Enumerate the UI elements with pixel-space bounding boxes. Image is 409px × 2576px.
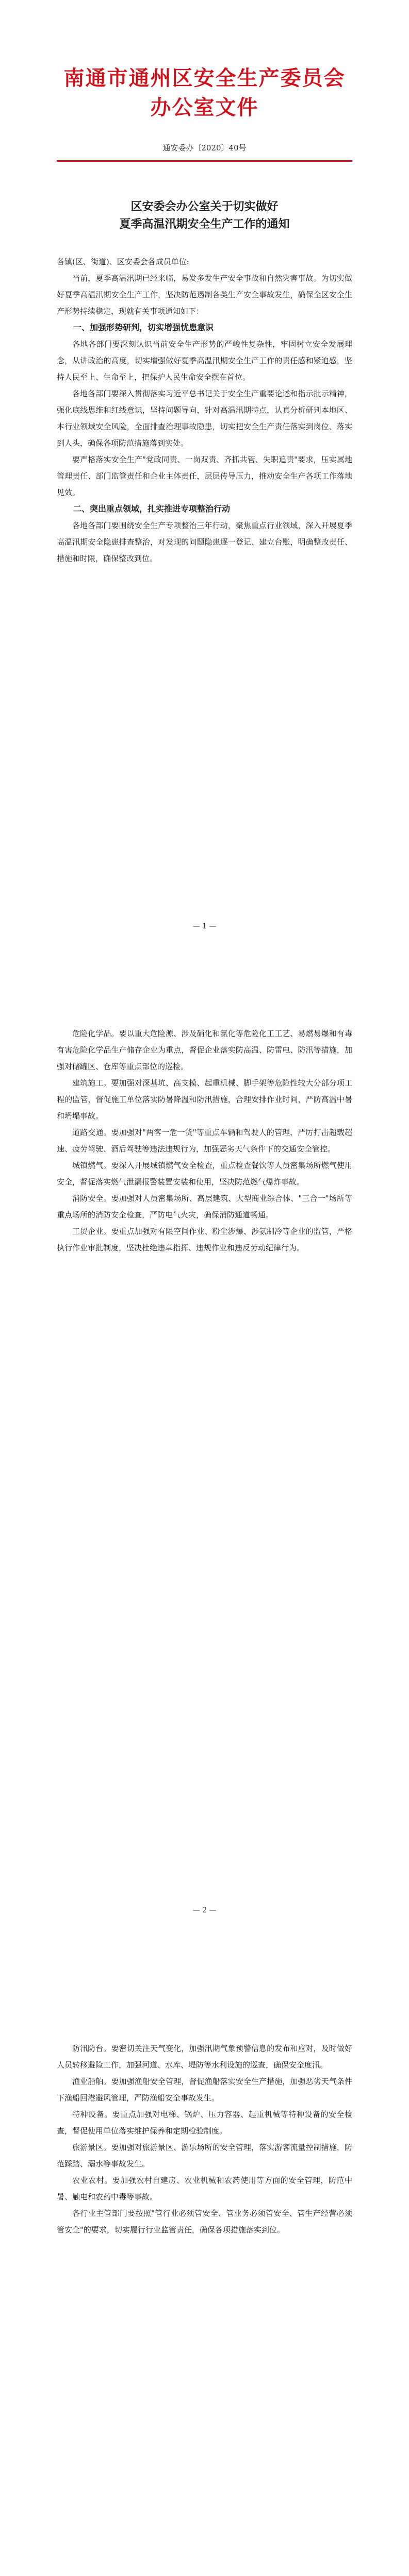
paragraph: 各地各部门要深刻认识当前安全生产形势的严峻性复杂性，牢固树立安全发展理念，从讲政治的高度，切实增强做好夏季高温汛期安全生产工作的责任感和紧迫感，坚持人民至上、生命至上，把保护人民生命安全摆在首位。 bbox=[57, 340, 352, 382]
paragraph: 道路交通。要加强对"两客一危一货"等重点车辆和驾驶人的管理，严厉打击超载超速、疲劳驾驶、酒后驾驶等违法违规行为，加强恶劣天气条件下的交通安全管控。 bbox=[57, 1128, 352, 1154]
paragraph: 城镇燃气。要深入开展城镇燃气安全检查，重点检查餐饮等人员密集场所燃气使用安全，督促落实燃气泄漏报警装置安装和使用，坚决防范燃气爆炸事故。 bbox=[57, 1161, 352, 1187]
paragraph: 危险化学品。要以重大危险源、涉及硝化和氯化等危险化工工艺、易燃易爆和有毒有害危险化学品生产储存企业为重点，督促企业落实防高温、防雷电、防汛等措施，加强对储罐区、仓库等重点部位的巡检。 bbox=[57, 1029, 352, 1071]
paragraph: 要严格落实安全生产"党政同责、一岗双责、齐抓共管、失职追责"要求，压实属地管理责任、部门监管责任和企业主体责任，层层传导压力，推动安全生产各项工作落地见效。 bbox=[57, 455, 352, 497]
paragraph: 渔业船舶。要加强渔船安全管理，督促渔船落实安全生产措施，加强恶劣天气条件下渔船回港避风管理，严防渔船安全事故发生。 bbox=[57, 2077, 352, 2103]
section-heading: 一、加强形势研判，切实增强忧患意识 bbox=[73, 323, 214, 332]
document-number: 通安委办〔2020〕40号 bbox=[162, 143, 247, 152]
paragraph: 旅游景区。要加强对旅游景区、游乐场所的安全管理，落实游客流量控制措施，防范踩踏、溺水等事故发生。 bbox=[57, 2143, 352, 2168]
paragraph: 当前，夏季高温汛期已经来临，易发多发生产安全事故和自然灾害事故。为切实做好夏季高温汛期安全生产工作，坚决防范遏制各类生产安全事故发生，确保全区安全生产形势持续稳定，现就有关事项通知如下： bbox=[57, 274, 352, 316]
paragraph: 消防安全。要加强对人员密集场所、高层建筑、大型商业综合体、"三合一"场所等重点场所的消防安全检查，严防电气火灾，确保消防通道畅通。 bbox=[57, 1194, 352, 1219]
page-number: — 1 — bbox=[192, 922, 217, 930]
document-title bbox=[57, 198, 352, 233]
paragraph: 工贸企业。要重点加强对有限空间作业、粉尘涉爆、涉氨制冷等企业的监管，严格执行作业审批制度，坚决杜绝违章指挥、违规作业和违反劳动纪律行为。 bbox=[57, 1227, 352, 1252]
paragraph: 各地各部门要围绕安全生产专项整治三年行动，聚焦重点行业领域，深入开展夏季高温汛期安全隐患排查整治，对发现的问题隐患逐一登记、建立台账，明确整改责任、措施和时限，确保整改到位。 bbox=[57, 521, 352, 563]
paragraph: 建筑施工。要加强对深基坑、高支模、起重机械、脚手架等危险性较大分部分项工程的监管，督促施工单位落实防暑降温和防汛措施，合理安排作业时间，严防高温中暑和坍塌事故。 bbox=[57, 1078, 352, 1121]
section-heading: 二、突出重点领域，扎实推进专项整治行动 bbox=[73, 504, 231, 514]
paragraph: 农业农村。要加强农村自建房、农业机械和农药使用等方面的安全管理，防范中暑、触电和农药中毒等事故。 bbox=[57, 2176, 352, 2201]
masthead bbox=[57, 0, 352, 121]
paragraph: 防汛防台。要密切关注天气变化，加强汛期气象预警信息的发布和应对，及时做好人员转移避险工作，加强河道、水库、堤防等水利设施的巡查，确保安全度汛。 bbox=[57, 2044, 352, 2070]
red-divider bbox=[57, 160, 352, 162]
paragraph: 特种设备。要重点加强对电梯、锅炉、压力容器、起重机械等特种设备的安全检查，督促使用单位落实维护保养和定期检验制度。 bbox=[57, 2110, 352, 2136]
title-line: 区安委会办公室关于切实做好 bbox=[130, 200, 279, 213]
paragraph: 各行业主管部门要按照"管行业必须管安全、管业务必须管安全、管生产经营必须管安全"的要求，切实履行行业监管责任，确保各项措施落实到位。 bbox=[57, 2209, 352, 2234]
page-3-body bbox=[57, 2040, 352, 2238]
page-number: — 2 — bbox=[192, 1906, 217, 1914]
paragraph: 各地各部门要深入贯彻落实习近平总书记关于安全生产重要论述和指示批示精神，强化底线思维和红线意识，坚持问题导向，针对高温汛期特点，认真分析研判本地区、本行业领域安全风险，全面排查治理事故隐患，切实把安全生产责任落实到岗位、落实到人头，确保各项防范措施落到实处。 bbox=[57, 389, 352, 448]
masthead-title: 南通市通州区安全生产委员会办公室文件 bbox=[63, 66, 346, 120]
title-line: 夏季高温汛期安全生产工作的通知 bbox=[119, 217, 290, 231]
salutation: 各镇(区、街道)、区安委会各成员单位: bbox=[57, 257, 189, 266]
page-2-body bbox=[57, 1025, 352, 1256]
